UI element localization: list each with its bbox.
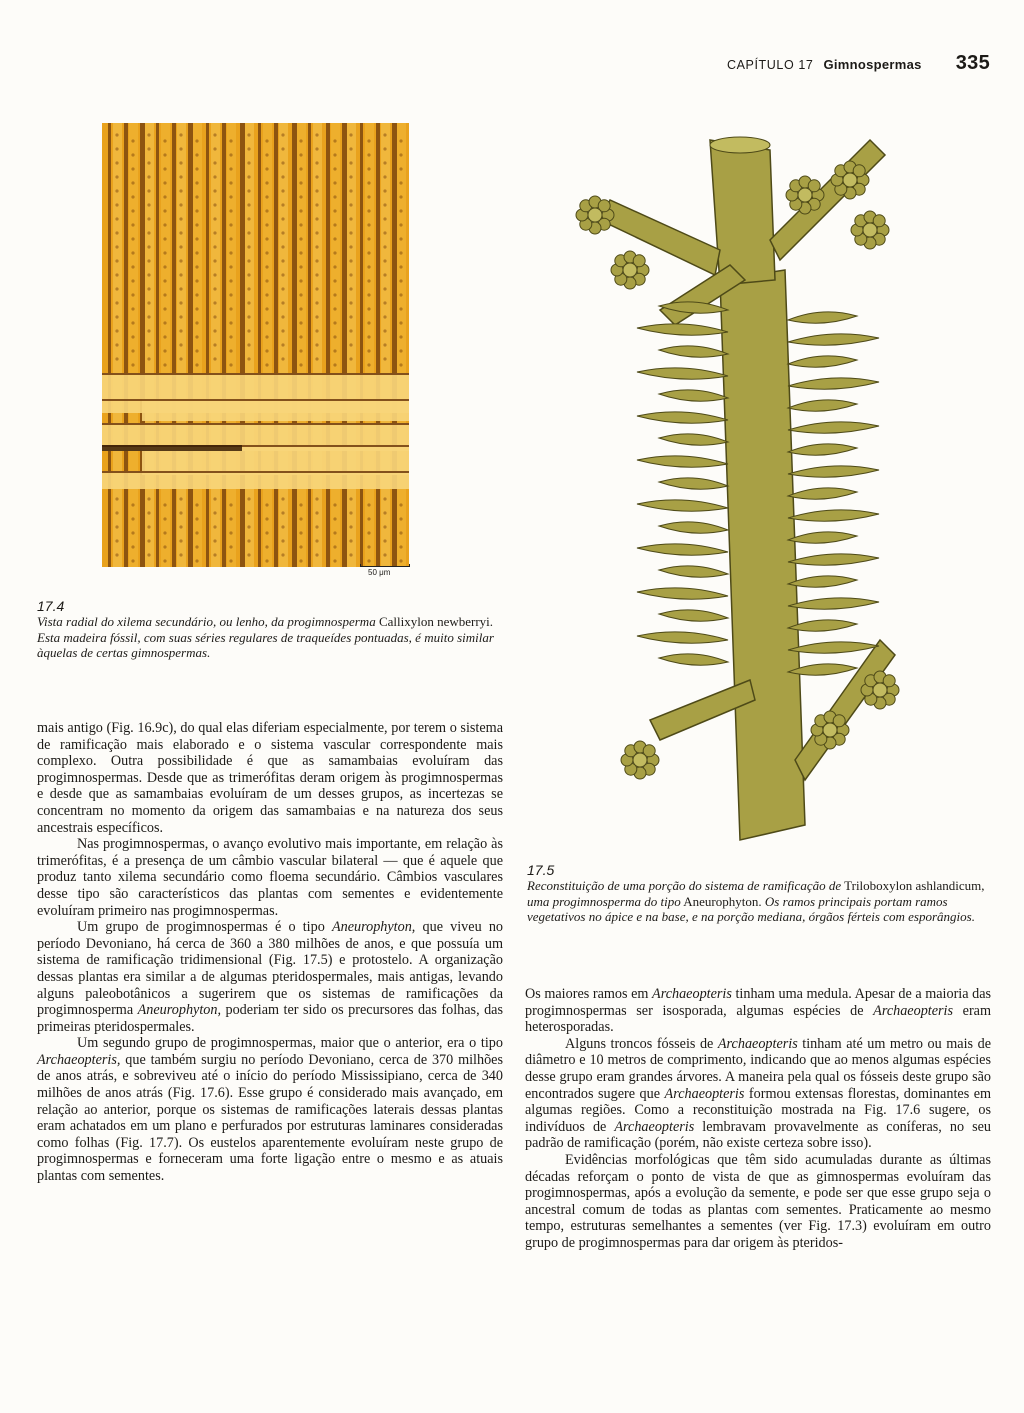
paragraph: Nas progimnospermas, o avanço evolutivo mais importante, em relação às trimerófitas, é a presença de um câmbio vascular bilateral — que é aquele que produz tanto xilema secundário como floema secundário. Câmbios vasculares desse tipo são característicos das plantas com sementes e evidentemente evoluíram primeiro nas progimnospermas. <box>37 836 503 919</box>
paragraph: mais antigo (Fig. 16.9c), do qual elas diferiam especialmente, por terem o sistema de ramificação mais elaborado e o sistema vascular correspondente mais complexo. Outra possibilidade é que as samambaias evoluíram das progimnospermas. Desde que as trimerófitas deram origem às progimnospermas e desde que as samambaias evoluíram de um desses grupos, as incertezas se concentram no momento da origem das samambaias e na natureza dos seus ancestrais específicos. <box>37 720 503 836</box>
caption-species: Triloboxylon ashlandicum, <box>844 878 985 893</box>
caption-text: Esta madeira fóssil, com suas séries regulares de traqueídes pontuadas, é muito similar àquelas de certas gimnospermas. <box>37 629 494 660</box>
figure-number: 17.4 <box>37 598 65 614</box>
paragraph: Um segundo grupo de progimnospermas, maior que o anterior, era o tipo Archaeopteris, que também surgiu no período Devoniano, cerca de 370 milhões de anos atrás, e sobreviveu até o início do período Mississipiano, cerca de 340 milhões de anos atrás (Fig. 17.6). Esse grupo é considerado mais avançado, em relação ao anterior, porque os sistemas de ramificações laterais dessas plantas eram achatados em um plano e perfurados por estruturas laminares consideradas como folhas (Fig. 17.7). Os eustelos aparentemente evoluíram neste grupo de progimnospermas e forneceram uma forte ligação entre o mesmo e as atuais plantas com sementes. <box>37 1035 504 1185</box>
chapter-subject: Gimnospermas <box>823 57 922 72</box>
scale-bar-line <box>360 564 410 567</box>
paragraph: Um grupo de progimnospermas é o tipo Aneurophyton, que viveu no período Devoniano, há cerca de 360 a 380 milhões de anos, e que possuía um sistema de ramificação tridimensional (Fig. 17.5) e protostelo. A organização dessas plantas era similar a de algumas pteridospermales, mais antigas, levando alguns paleobotânicos a sugerirem que os sistemas de ramificações da progimnosperma Aneurophyton, poderiam ter sido os precursores das folhas, das primeiras pteridospermales. <box>37 919 504 1035</box>
triloboxylon-reconstruction <box>570 120 900 850</box>
caption-text: Vista radial do xilema secundário, ou lenho, da progimnosperma <box>37 614 376 629</box>
caption-species: Callixylon newberryi. <box>378 614 494 629</box>
figure-17-5-caption <box>527 862 997 925</box>
caption-text: uma progimnosperma do tipo <box>527 893 681 909</box>
page-number: 335 <box>955 52 990 74</box>
chapter-label: CAPÍTULO 17 <box>726 58 814 72</box>
caption-genus: Aneurophyton. <box>683 893 762 909</box>
paragraph: Evidências morfológicas que têm sido acumuladas durante as últimas décadas reforçam o ponto de vista de que as gimnospermas evoluíram das progimnospermas, após a evolução da semente, e pode ser que esse grupo seja o ancestral comum de todas as plantas com sementes. Praticamente ao mesmo tempo, estruturas semelhantes a sementes (ver Fig. 17.3) evoluíram em outro grupo de progimnospermas para dar origem às pteridos- <box>525 1151 991 1251</box>
caption-text: Os ramos principais portam ramos vegetativos no ápice e na base, e na porção mediana, órgãos férteis com esporângios. <box>527 893 975 924</box>
scale-bar-label: 50 μm <box>368 568 391 577</box>
running-header <box>727 52 990 75</box>
figure-number: 17.5 <box>527 862 555 878</box>
branching-system-drawing <box>570 120 900 850</box>
xylem-micrograph-image <box>102 123 409 567</box>
right-column <box>525 986 991 1252</box>
left-column <box>37 720 503 1185</box>
paragraph: Os maiores ramos em Archaeopteris tinham uma medula. Apesar de a maioria das progimnospermas ser isosporada, algumas espécies de Archaeopteris eram heterosporadas. <box>525 986 992 1036</box>
scale-bar <box>360 564 410 578</box>
paragraph: Alguns troncos fósseis de Archaeopteris tinham até um metro ou mais de diâmetro e 10 metros de comprimento, indicando que ao menos algumas espécies desse grupo eram grandes árvores. A maneira pela qual os fósseis deste grupo são encontrados sugere que Archaeopteris formou extensas florestas, dominantes em algumas regiões. Como a reconstituição mostrada na Fig. 17.6 sugere, os indivíduos de Archaeopteris lembravam provavelmente as coníferas, no seu padrão de ramificação (porém, não existe certeza sobre isso). <box>525 1035 992 1152</box>
figure-17-4-caption <box>37 598 512 661</box>
xylem-micrograph <box>102 123 409 567</box>
caption-text: Reconstituição de uma porção do sistema de ramificação de <box>527 878 842 893</box>
